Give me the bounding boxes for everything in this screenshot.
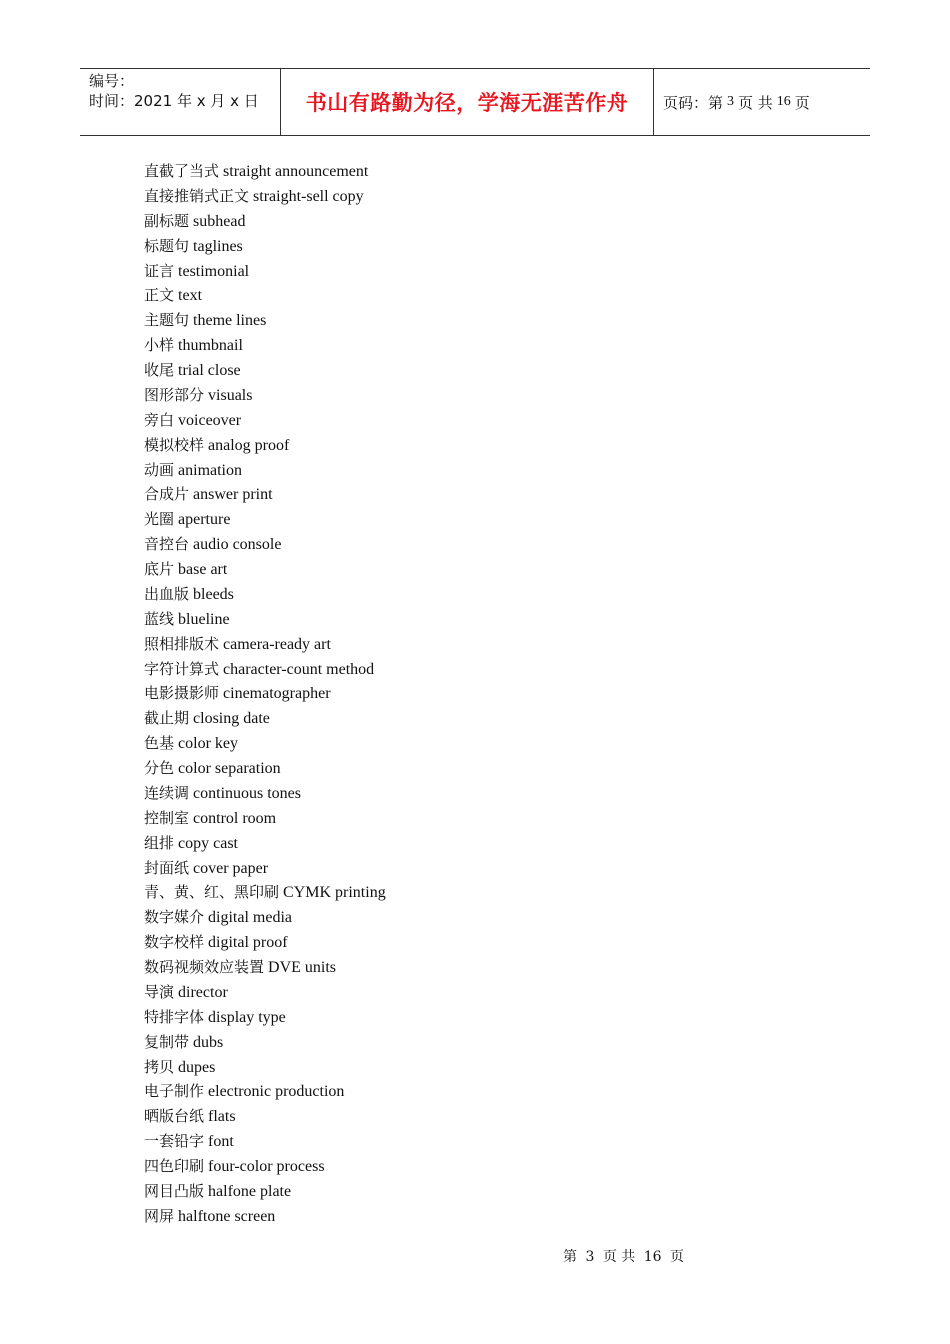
term-english: trial close <box>178 362 241 379</box>
term-english: answer print <box>193 486 273 504</box>
glossary-item <box>144 880 386 905</box>
term-english: cover paper <box>193 859 269 877</box>
term-chinese: 网屏 <box>144 1206 175 1225</box>
term-english: display type <box>208 1008 286 1026</box>
page-prefix: 页码：第 <box>663 93 724 112</box>
term-chinese: 电子制作 <box>144 1082 205 1101</box>
term-english: thumbnail <box>178 337 243 355</box>
glossary-item <box>144 1179 386 1204</box>
term-english: testimonial <box>178 262 250 280</box>
glossary-item <box>144 482 386 507</box>
glossary-item <box>144 806 386 831</box>
glossary-item <box>144 1005 386 1030</box>
glossary-item <box>144 607 386 632</box>
term-english: straight announcement <box>223 163 369 180</box>
term-english: CYMK printing <box>283 884 386 902</box>
page-suffix: 页 <box>794 93 810 112</box>
term-chinese: 连续调 <box>144 783 190 802</box>
term-english: animation <box>178 461 242 479</box>
term-english: dubs <box>193 1033 224 1051</box>
term-chinese: 拷贝 <box>144 1057 175 1076</box>
footer-suffix: 页 <box>670 1249 685 1265</box>
term-chinese: 特排字体 <box>144 1007 205 1026</box>
glossary-item <box>144 557 386 582</box>
term-english: dupes <box>178 1058 216 1076</box>
glossary-item <box>144 582 386 607</box>
term-chinese: 网目凸版 <box>144 1181 205 1200</box>
glossary-item <box>144 159 386 184</box>
term-english: aperture <box>178 511 231 529</box>
glossary-item <box>144 507 386 532</box>
document-time-label: 时间：2021 年 x 月 x 日 <box>89 92 259 110</box>
term-english: copy cast <box>178 834 238 852</box>
glossary-list <box>144 159 386 1229</box>
term-chinese: 图形部分 <box>144 385 205 404</box>
glossary-item <box>144 209 386 234</box>
term-chinese: 一套铅字 <box>144 1132 205 1151</box>
term-english: electronic production <box>208 1083 345 1101</box>
term-chinese: 组排 <box>144 833 175 852</box>
term-chinese: 副标题 <box>144 211 190 230</box>
glossary-item <box>144 283 386 308</box>
glossary-item <box>144 1204 386 1229</box>
term-chinese: 控制室 <box>144 808 190 827</box>
term-english: halftone screen <box>178 1207 276 1225</box>
header-meta <box>80 69 281 135</box>
term-english: halfone plate <box>208 1182 292 1200</box>
term-chinese: 标题句 <box>144 236 190 255</box>
term-english: subhead <box>193 212 246 230</box>
term-chinese: 截止期 <box>144 709 190 728</box>
glossary-item <box>144 184 386 209</box>
glossary-item <box>144 1079 386 1104</box>
term-english: closing date <box>193 710 270 728</box>
term-chinese: 色基 <box>144 734 175 753</box>
term-chinese: 小样 <box>144 336 175 355</box>
term-chinese: 数字校样 <box>144 933 205 952</box>
term-chinese: 复制带 <box>144 1032 190 1051</box>
glossary-item <box>144 856 386 881</box>
glossary-item <box>144 781 386 806</box>
glossary-item <box>144 657 386 682</box>
page-header <box>80 68 870 136</box>
term-chinese: 模拟校样 <box>144 435 205 454</box>
term-chinese: 四色印刷 <box>144 1157 205 1175</box>
term-english: color separation <box>178 760 281 777</box>
term-chinese: 正文 <box>144 286 175 305</box>
term-chinese: 光圈 <box>144 510 175 529</box>
glossary-item <box>144 980 386 1005</box>
term-chinese: 封面纸 <box>144 858 190 877</box>
glossary-item <box>144 383 386 408</box>
term-english: analog proof <box>208 436 290 454</box>
term-english: visuals <box>208 386 253 404</box>
term-english: character-count method <box>223 660 375 678</box>
term-chinese: 主题句 <box>144 311 190 330</box>
term-english: straight-sell copy <box>253 187 364 205</box>
term-english: camera-ready art <box>223 635 331 653</box>
term-chinese: 数字媒介 <box>144 908 205 927</box>
glossary-item <box>144 234 386 259</box>
term-chinese: 出血版 <box>144 584 190 603</box>
term-chinese: 直接推销式正文 <box>144 186 250 205</box>
glossary-item <box>144 905 386 930</box>
term-english: four-color process <box>208 1158 325 1175</box>
term-chinese: 旁白 <box>144 410 175 429</box>
term-chinese: 电影摄影师 <box>144 684 220 703</box>
term-chinese: 晒版台纸 <box>144 1107 205 1126</box>
page-total: 16 <box>776 94 791 109</box>
term-chinese: 合成片 <box>144 485 190 504</box>
term-english: audio console <box>193 536 282 554</box>
term-english: cinematographer <box>223 685 331 703</box>
glossary-item <box>144 333 386 358</box>
term-english: color key <box>178 735 238 753</box>
glossary-item <box>144 532 386 557</box>
term-english: director <box>178 983 228 1001</box>
term-chinese: 青、黄、红、黑印刷 <box>144 883 280 902</box>
footer-total: 16 <box>643 1249 662 1265</box>
term-chinese: 分色 <box>144 759 175 777</box>
term-english: digital proof <box>208 934 288 952</box>
term-chinese: 蓝线 <box>144 609 175 628</box>
term-english: theme lines <box>193 312 267 330</box>
glossary-item <box>144 681 386 706</box>
term-chinese: 字符计算式 <box>144 659 220 678</box>
glossary-item <box>144 408 386 433</box>
glossary-item <box>144 731 386 756</box>
term-chinese: 收尾 <box>144 361 175 379</box>
term-english: blueline <box>178 610 230 628</box>
term-chinese: 证言 <box>144 261 175 280</box>
glossary-item <box>144 358 386 383</box>
glossary-item <box>144 756 386 781</box>
page-mid: 页 共 <box>738 93 773 112</box>
term-english: control room <box>193 809 277 827</box>
header-page-indicator <box>654 69 870 135</box>
term-chinese: 数码视频效应装置 <box>144 958 265 976</box>
glossary-item <box>144 1129 386 1154</box>
footer-current: 3 <box>585 1249 595 1265</box>
term-chinese: 底片 <box>144 560 175 578</box>
term-english: flats <box>208 1108 236 1126</box>
term-english: continuous tones <box>193 784 302 802</box>
term-chinese: 动画 <box>144 460 175 479</box>
term-english: DVE units <box>268 959 337 976</box>
glossary-item <box>144 458 386 483</box>
glossary-item <box>144 930 386 955</box>
term-english: font <box>208 1133 234 1151</box>
term-english: text <box>178 287 203 305</box>
header-motto: 书山有路勤为径，学海无涯苦作舟 <box>281 69 654 135</box>
term-chinese: 照相排版术 <box>144 634 220 653</box>
page-footer <box>563 1246 688 1266</box>
term-english: base art <box>178 561 228 578</box>
glossary-item <box>144 831 386 856</box>
term-chinese: 音控台 <box>144 535 190 554</box>
glossary-item <box>144 632 386 657</box>
glossary-item <box>144 308 386 333</box>
glossary-item <box>144 1055 386 1080</box>
glossary-item <box>144 1030 386 1055</box>
glossary-item <box>144 433 386 458</box>
document-number-label: 编号： <box>89 72 135 90</box>
footer-mid: 页 共 <box>602 1249 636 1265</box>
glossary-item <box>144 706 386 731</box>
term-chinese: 导演 <box>144 982 175 1001</box>
term-english: digital media <box>208 909 292 927</box>
footer-prefix: 第 <box>563 1249 577 1265</box>
page-current: 3 <box>727 94 735 109</box>
term-english: bleeds <box>193 585 234 603</box>
term-english: taglines <box>193 237 243 255</box>
term-english: voiceover <box>178 411 242 429</box>
glossary-item <box>144 1104 386 1129</box>
term-chinese: 直截了当式 <box>144 162 220 180</box>
glossary-item <box>144 259 386 284</box>
glossary-item <box>144 955 386 980</box>
glossary-item <box>144 1154 386 1179</box>
